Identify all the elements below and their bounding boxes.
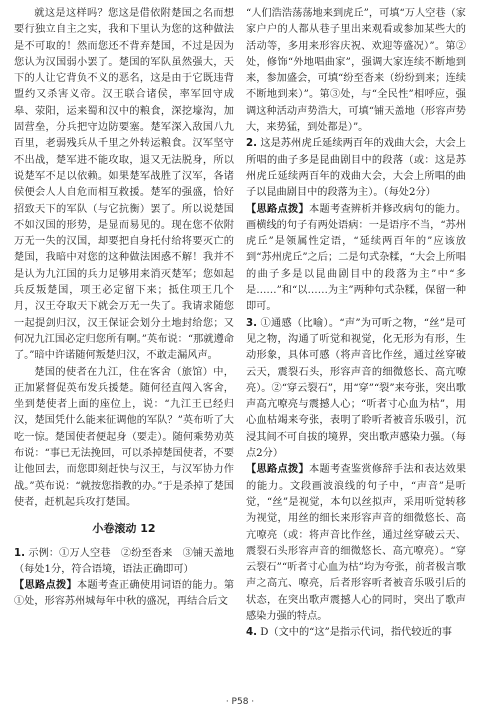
question-4-answer	[246, 625, 466, 641]
answer-text: D（文中的“这”是指示代词，指代较近的事	[260, 627, 452, 639]
question-number: 3.	[246, 317, 257, 329]
answer-text: 这是苏州虎丘延续两百年的戏曲大会，大会上所唱的曲子多是昆曲剧目中的段落（或：这是苏州虎丘延续两百年的戏曲大会，大会上所唱的曲子以昆曲剧目中的段落为主）。（每处2分）	[246, 138, 466, 199]
analysis-text: 本题考查鉴赏修辞手法和表达效果的能力。文段画波浪线的句子中，“声音”是听觉，“丝”是视觉，本句以丝拟声，采用听觉转移为视觉，用丝的细长来形容声音的细微悠长、高亢嘹亮（或：将声音比作丝，通过丝穿破云天、震裂石头形容声音的细微悠长、高亢嘹亮）。“穿云裂石”“听者寸心血为枯”均为夸张，前者极言歌声之高亢、嘹亮，后者形容听者被音乐吸引后的状态，在突出歌声震撼人心的同时，突出了歌声感染力强的特点。	[246, 464, 466, 622]
question-2-analysis	[246, 202, 466, 316]
question-number: 2.	[246, 138, 257, 150]
two-column-body	[14, 6, 466, 684]
translation-paragraph: 楚国的使者在九江，住在客舍（旅馆）中，正加紧督促英布发兵援楚。随何径直闯入客舍，坐到楚使者上面的座位上，说：“九江王已经归汉，楚国凭什么能来征调他的军队？”英布听了大吃一惊。楚国使者便起身（要走）。随何乘势劝英布说：“事已无法挽回，可以杀掉楚国使者，不要让他回去，而您即刻赶快与汉王，与汉军协力作战。”英布说：“就按您指教的办。”于是杀掉了楚国使者，赶机起兵攻打楚国。	[14, 366, 234, 508]
analysis-text: 本题考查辨析并修改病句的能力。画横线的句子有两处语病：一是语序不当，“苏州虎丘”是领属性定语，“延续两百年的”应该放到“苏州虎丘”之后；二是句式杂糅，“大会上所唱的曲子多是以昆曲剧目中的段落为主”中“多是……”和“以……为主”两种句式杂糅，保留一种即可。	[246, 203, 466, 313]
analysis-tag: 【 思路点拨 】	[14, 580, 77, 591]
answer-text: ①通感（比喻）。“声”为可听之物，“丝”是可见之物，沟通了听觉和视觉，化无形为有形，生动形象，具体可感（将声音比作丝，通过丝穿破云天，震裂石头，形容声音的细微悠长、高亢嘹亮）。②“穿云裂石”，用“穿”“裂”来夸张，突出歌声高亢嘹亮与震撼人心；“听者寸心血为枯”，用心血枯竭来夸张，表明了聆听者被音乐吸引，沉浸其间不可自拔的境界，突出歌声感染力强。（每点2分）	[246, 317, 466, 460]
question-1-analysis	[14, 578, 234, 611]
analysis-tag: 【 思路点拨 】	[246, 204, 309, 215]
question-1-answer	[14, 546, 234, 579]
analysis-text: 本题考查正确使用词语的能力。第①处，形容苏州城每年中秋的盛况，再结合后文	[14, 580, 234, 608]
translation-paragraph: 就这是这样吗？您这是借依附楚国之名而想要行独立自主之实，我和下里认为您的这种做法是不可取的！然而您还不背弃楚国，不过是因为您认为汉国弱小罢了。楚国的军队虽然强大，天下的人让它背负不义的恶名，这是由于它既违背盟约又杀害义帝。汉王联合诸侯，率军回守成皋、荥阳，运来蜀和汉中的粮食，深挖壕沟，加固营垒，分兵把守边防要塞。楚军深入敌国八九百里，老弱残兵从千里之外转运粮食。汉军坚守不出战，楚军进不能攻取，退又无法脱身，所以说楚军不足以依赖。如果楚军战胜了汉军，各诸侯便会人人自危而相互救援。楚军的强盛，恰好招致天下的军队（与它抗衡）罢了。所以说楚国不如汉国的形势，是显而易见的。现在您不依附万无一失的汉国，却要把自身托付给将要灭亡的楚国，我暗中对您的这种做法困惑不解！我并不是认为九江国的兵力足够用来消灭楚军；您如起兵反叛楚国，项王必定留下来；抵住项王几个月，汉王夺取天下就会万无一失了。我请求随您一起提剑归汉，汉王保证会划分土地封给您；又何况九江国必定归您所有啊。”英布说：“那就遵命了。”暗中许诺随何叛楚归汉，不敢走漏风声。	[14, 8, 234, 362]
question-number: 1.	[14, 547, 25, 559]
question-3-answer	[246, 316, 466, 463]
left-column	[14, 6, 234, 684]
question-3-analysis	[246, 462, 466, 625]
analysis-continued: “人们浩浩荡荡地来到虎丘”，可填“万人空巷（家家户户的人都从巷子里出来观看或参加某些大的活动等，多用来形容庆祝、欢迎等盛况）”。第②处，修饰“外地唱曲家”，强调大家连续不断地到来，参加盛会，可填“纷至沓来（纷纷到来；连续不断地到来）”。第③处，与“全民性”相呼应，强调这种活动声势浩大，可填“铺天盖地（形容声势大，来势猛，到处都是）”。	[246, 8, 466, 134]
section-title: 小卷滚动 12	[92, 522, 156, 536]
question-2-answer	[246, 136, 466, 201]
right-column	[246, 6, 466, 684]
page-number: · P58 ·	[225, 697, 255, 707]
answer-text: 示例：①万人空巷 ②纷至沓来 ③铺天盖地（每处1分，符合语境，语法正确即可）	[14, 547, 234, 575]
analysis-tag: 【 思路点拨 】	[246, 464, 309, 475]
question-number: 4.	[246, 627, 257, 639]
